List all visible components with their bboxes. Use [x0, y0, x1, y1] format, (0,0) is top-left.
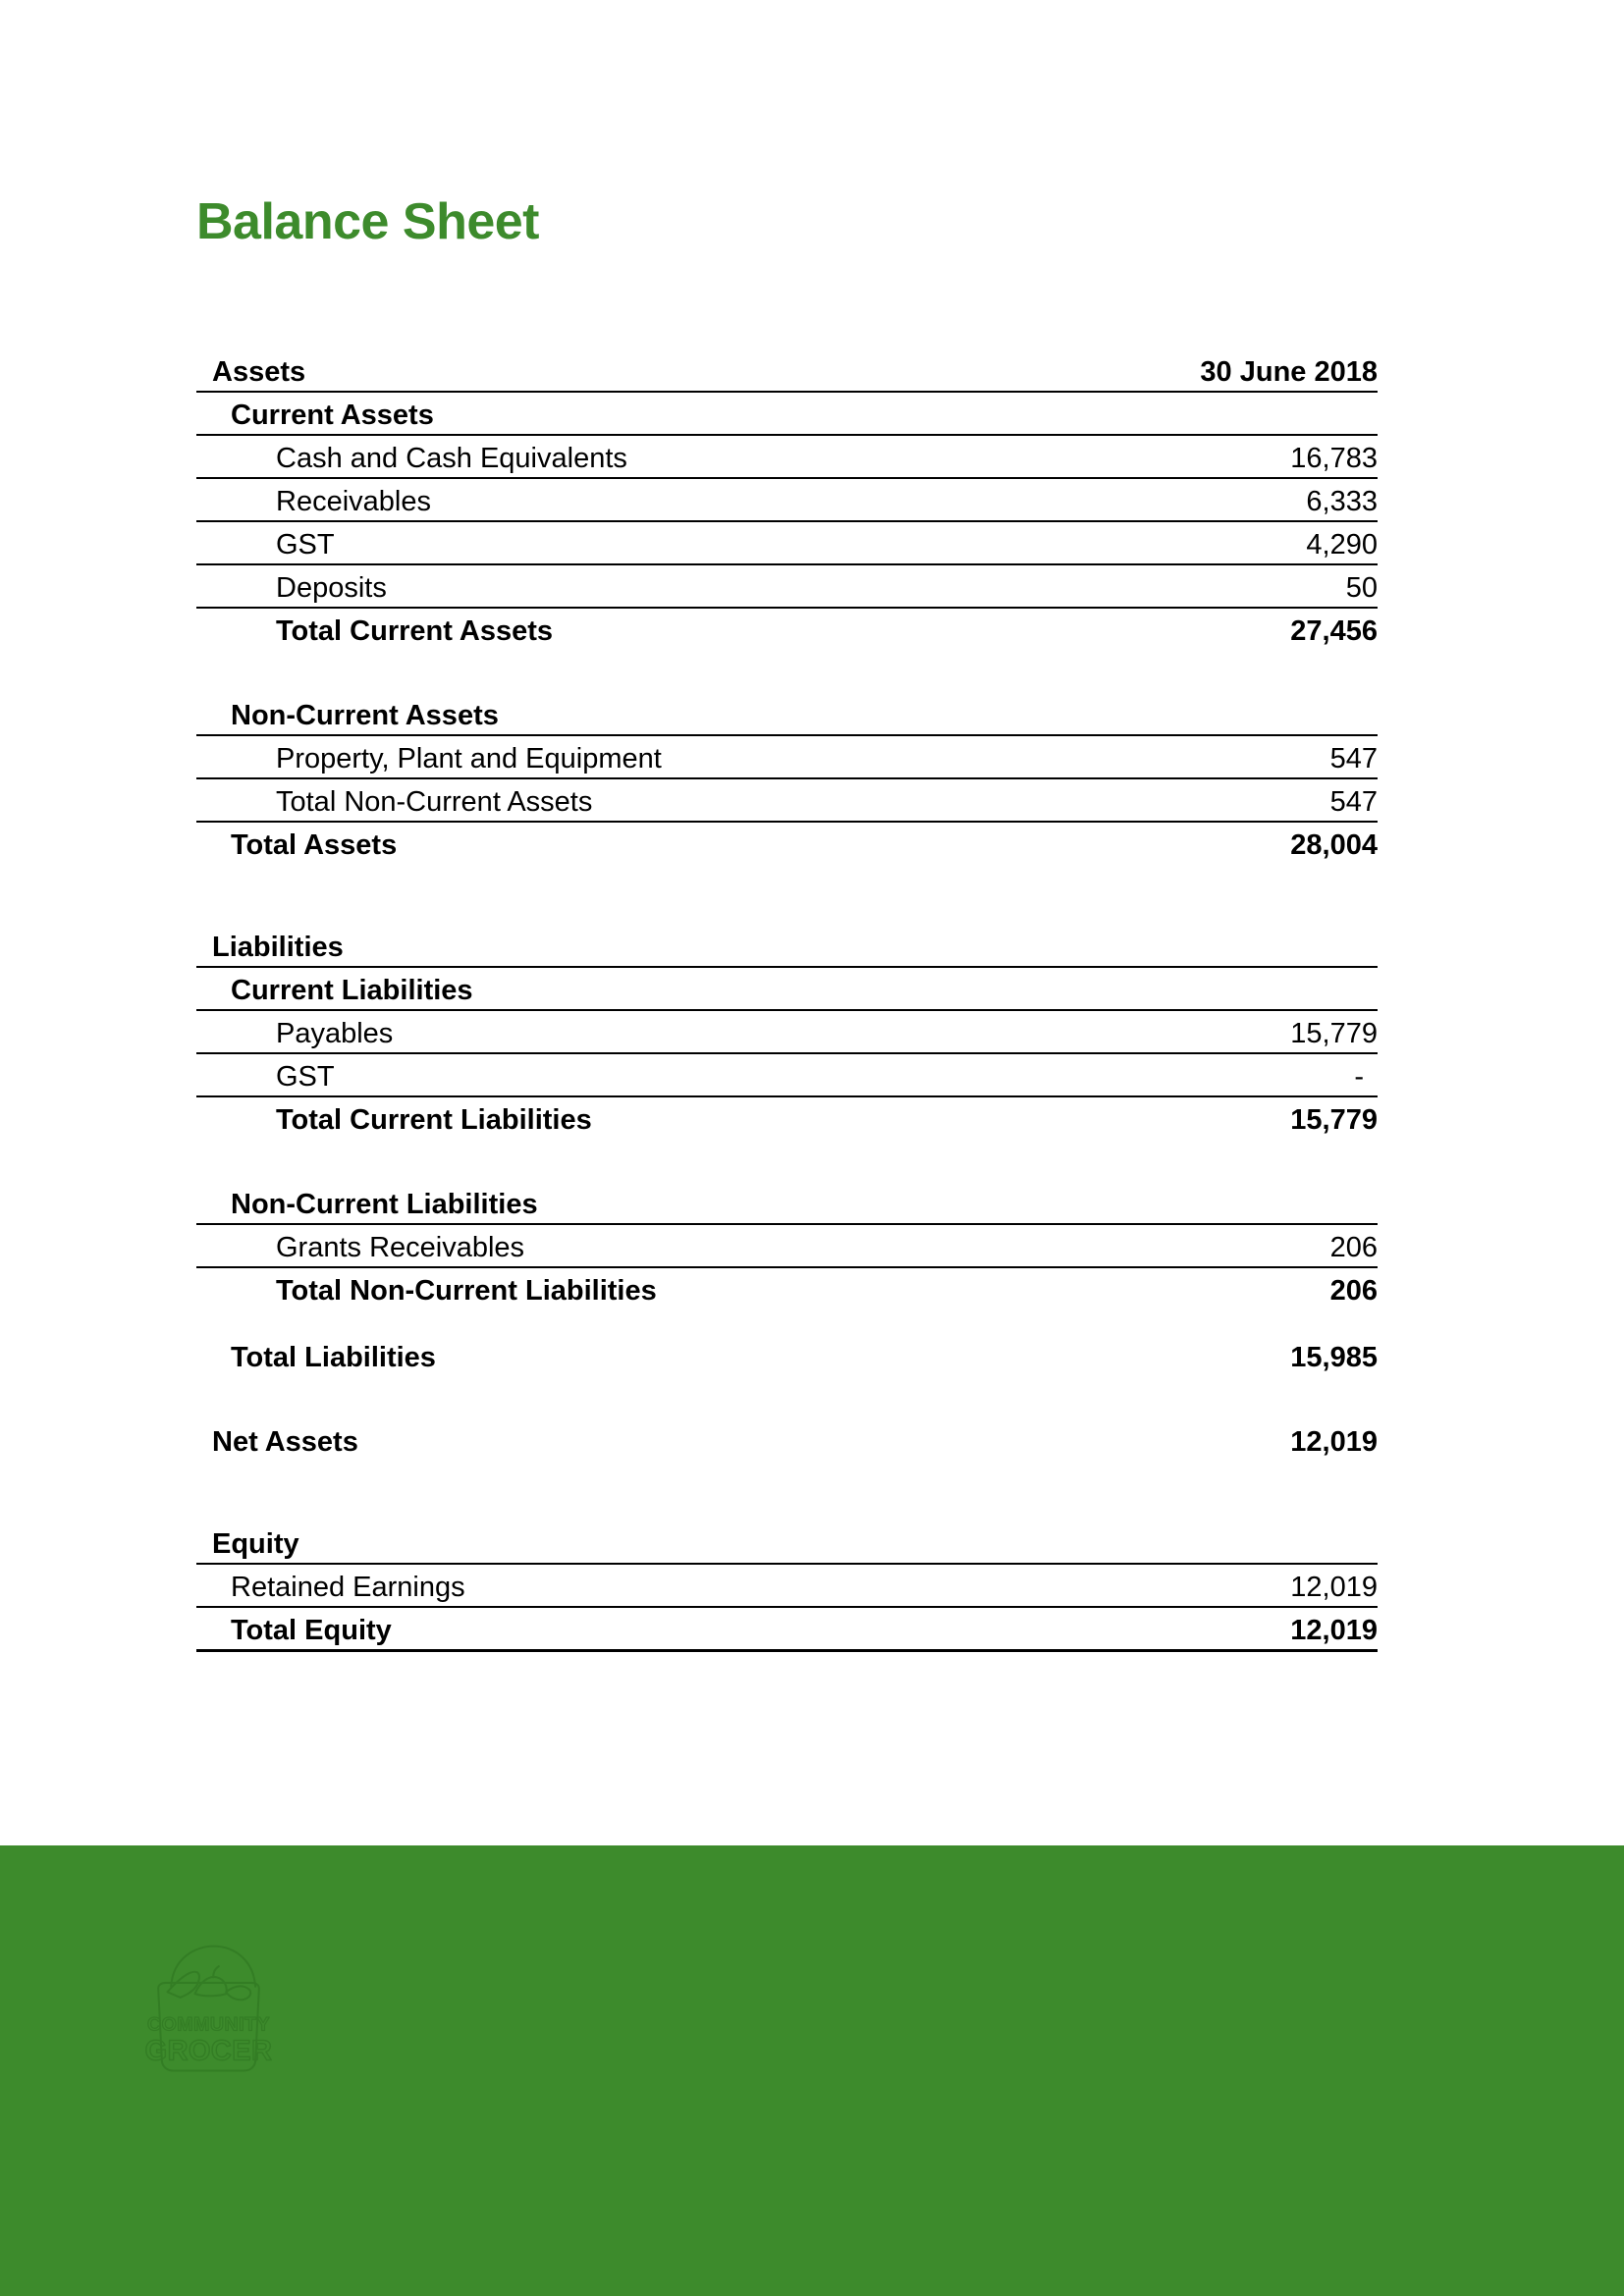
non-current-liabilities-header-row: [196, 1182, 1378, 1224]
total-liabilities-value: 15,985: [1290, 1342, 1378, 1373]
current-assets-heading: Current Assets: [196, 392, 1054, 435]
line-item-value: 50: [1054, 564, 1378, 608]
line-item-value: 4,290: [1054, 521, 1378, 564]
total-current-assets-row: [196, 608, 1378, 650]
total-equity-row: [196, 1607, 1378, 1651]
total-liabilities-row: [196, 1335, 1378, 1376]
net-assets-row: [196, 1419, 1378, 1461]
equity-heading: Equity: [196, 1522, 1054, 1564]
net-assets-value: 12,019: [1290, 1426, 1378, 1458]
line-item-label: GST: [196, 1053, 1054, 1096]
line-item-label: Retained Earnings: [196, 1564, 1054, 1607]
line-item-value: -: [1354, 1061, 1364, 1093]
line-item-value: 6,333: [1054, 478, 1378, 521]
line-item-value: 15,779: [1054, 1010, 1378, 1053]
total-non-current-assets-row: [196, 778, 1378, 822]
line-item-label: Receivables: [196, 478, 1054, 521]
spacer-row: [196, 1309, 1378, 1335]
table-row: [196, 521, 1378, 564]
community-grocer-logo-icon: [137, 1941, 280, 2078]
net-assets-label: Net Assets: [212, 1426, 358, 1458]
total-equity-value: 12,019: [1054, 1607, 1378, 1651]
spacer-row: [196, 1376, 1378, 1419]
non-current-assets-heading: Non-Current Assets: [196, 693, 1054, 735]
total-non-current-liabilities-value: 206: [1329, 1275, 1378, 1307]
total-non-current-assets-value: 547: [1054, 778, 1378, 822]
assets-header-row: [196, 349, 1378, 392]
table-row: [196, 1010, 1378, 1053]
total-non-current-liabilities-label: Total Non-Current Liabilities: [276, 1275, 657, 1307]
table-row: [196, 1564, 1378, 1607]
total-current-liabilities-label: Total Current Liabilities: [276, 1104, 592, 1136]
equity-header-row: [196, 1522, 1378, 1564]
table-row: [196, 564, 1378, 608]
table-row: [196, 735, 1378, 778]
line-item-label: Payables: [196, 1010, 1054, 1053]
line-item-value: 206: [1054, 1224, 1378, 1267]
total-current-liabilities-value: 15,779: [1290, 1104, 1378, 1136]
footer-band: [0, 1845, 1624, 2296]
logo-text-line2: GROCER: [144, 2035, 273, 2067]
table-row: [196, 1224, 1378, 1267]
current-liabilities-header-row: [196, 967, 1378, 1010]
line-item-value: 12,019: [1054, 1564, 1378, 1607]
total-liabilities-label: Total Liabilities: [231, 1342, 436, 1373]
spacer-row: [196, 1461, 1378, 1522]
line-item-value: 16,783: [1054, 435, 1378, 478]
line-item-label: Deposits: [196, 564, 1054, 608]
logo-text-line1: COMMUNITY: [146, 2013, 271, 2036]
balance-sheet-table: [196, 349, 1378, 1652]
table-row: [196, 435, 1378, 478]
non-current-liabilities-heading: Non-Current Liabilities: [196, 1182, 1054, 1224]
table-row: [196, 1053, 1378, 1096]
line-item-label: Property, Plant and Equipment: [196, 735, 1054, 778]
non-current-assets-header-row: [196, 693, 1378, 735]
line-item-label: GST: [196, 521, 1054, 564]
total-assets-row: [196, 822, 1378, 864]
page-title: Balance Sheet: [196, 193, 539, 250]
current-liabilities-heading: Current Liabilities: [196, 967, 1054, 1010]
line-item-label: Cash and Cash Equivalents: [196, 435, 1054, 478]
total-equity-label: Total Equity: [196, 1607, 1054, 1651]
assets-heading: Assets: [196, 349, 1054, 392]
total-current-assets-value: 27,456: [1290, 615, 1378, 647]
total-current-assets-label: Total Current Assets: [276, 615, 553, 647]
period-header: 30 June 2018: [1054, 349, 1378, 392]
total-non-current-assets-label: Total Non-Current Assets: [196, 778, 1054, 822]
line-item-value: 547: [1054, 735, 1378, 778]
liabilities-header-row: [196, 925, 1378, 967]
spacer-row: [196, 650, 1378, 693]
spacer-row: [196, 864, 1378, 925]
total-current-liabilities-row: [196, 1096, 1378, 1139]
total-non-current-liabilities-row: [196, 1267, 1378, 1309]
table-row: [196, 478, 1378, 521]
liabilities-heading: Liabilities: [196, 925, 1054, 967]
total-assets-value: 28,004: [1290, 829, 1378, 861]
total-assets-label: Total Assets: [231, 829, 398, 861]
spacer-row: [196, 1139, 1378, 1182]
line-item-label: Grants Receivables: [196, 1224, 1054, 1267]
current-assets-header-row: [196, 392, 1378, 435]
